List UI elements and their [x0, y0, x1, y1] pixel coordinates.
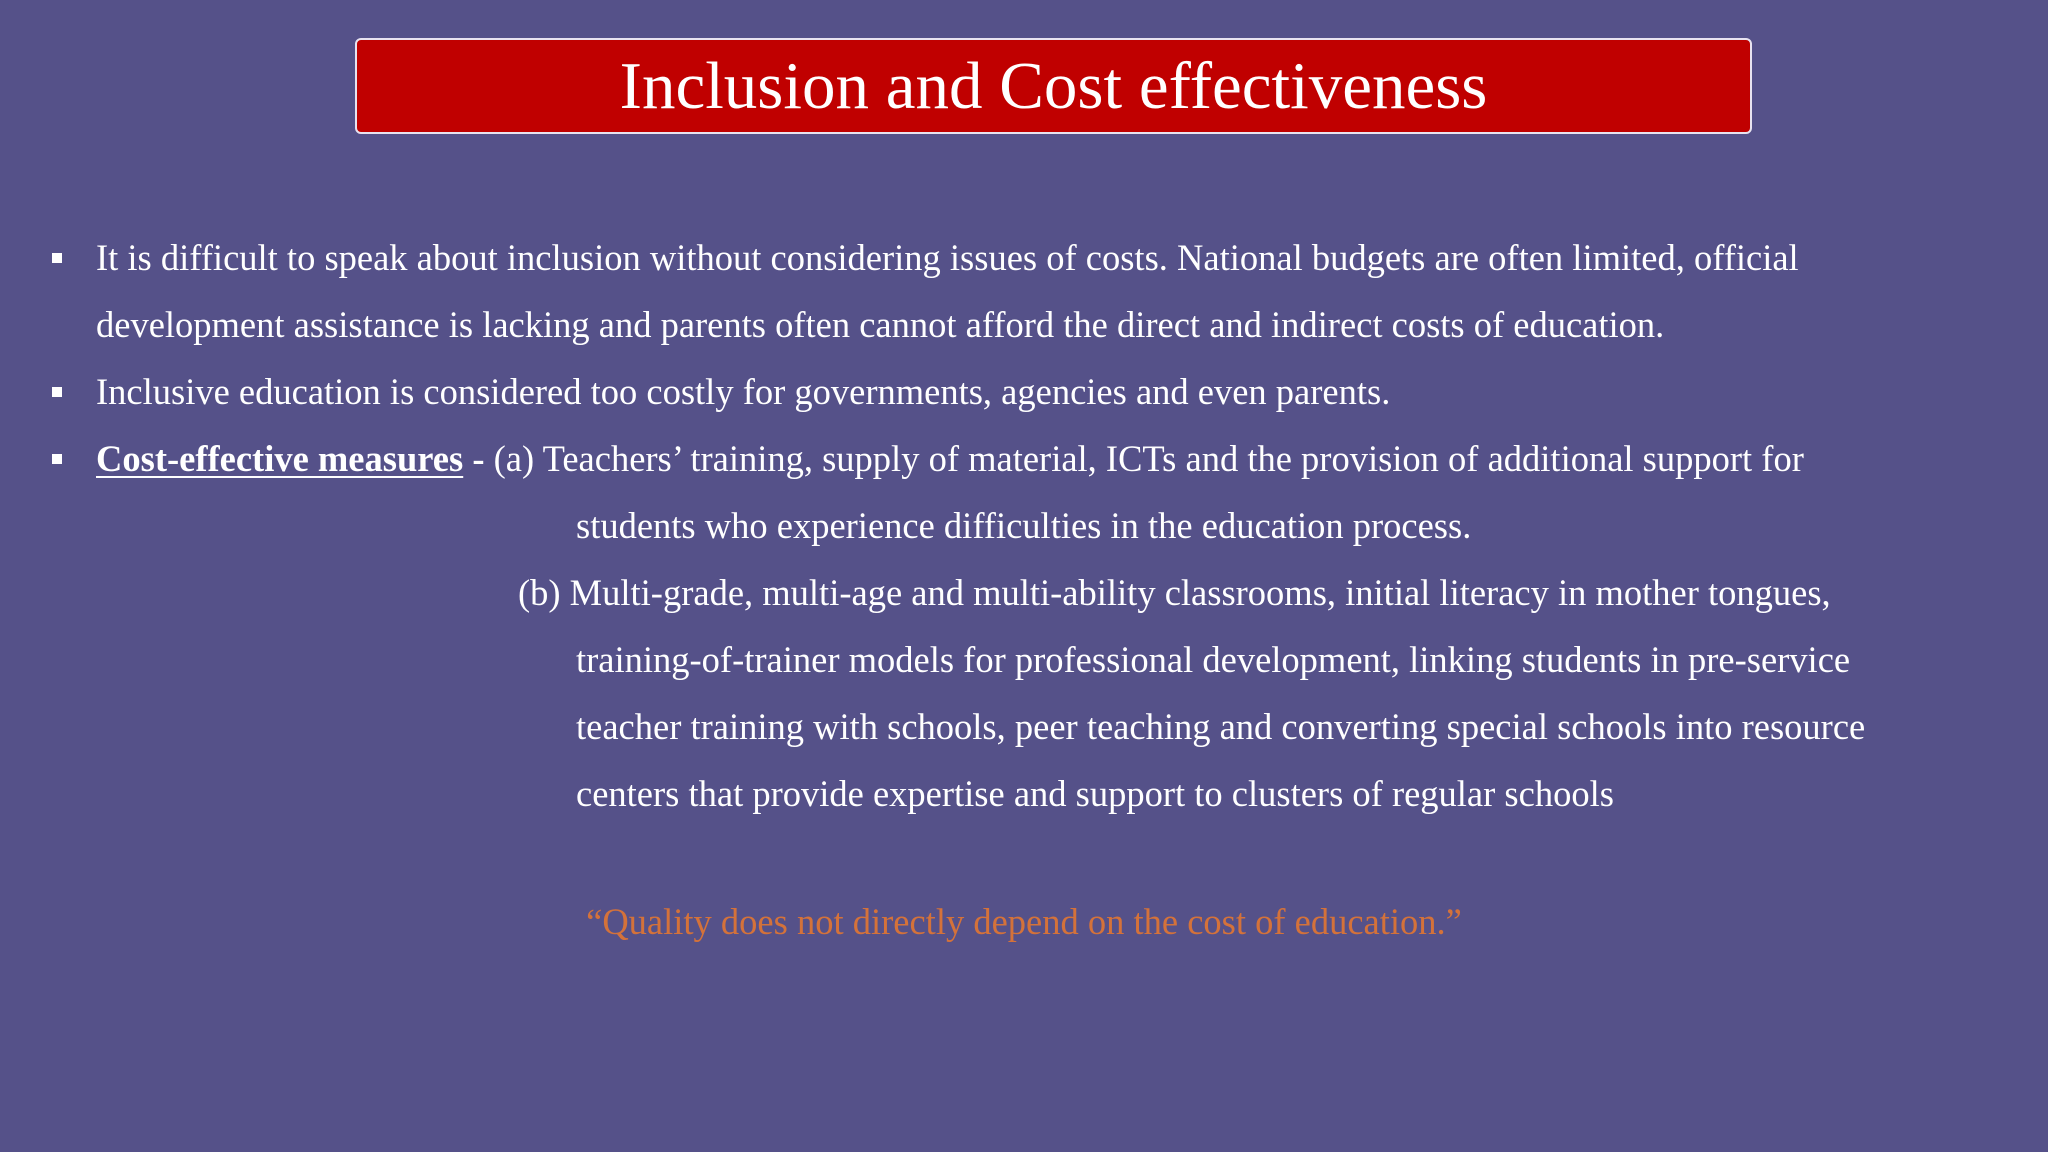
square-bullet-icon	[52, 253, 62, 263]
measures-separator: -	[463, 438, 494, 479]
measure-a-text: (a) Teachers’ training, supply of material, ICTs and the provision of additional support for	[493, 438, 1804, 479]
bullet-text-line: development assistance is lacking and parents often cannot afford the direct and indirect costs of education.	[96, 304, 1665, 345]
measure-b-continuation: centers that provide expertise and support to clusters of regular schools	[576, 773, 1614, 814]
slide-title: Inclusion and Cost effectiveness	[619, 48, 1488, 123]
square-bullet-icon	[52, 454, 62, 464]
measures-first-line	[96, 425, 1804, 492]
measure-b-continuation: teacher training with schools, peer teaching and converting special schools into resource	[576, 706, 1866, 747]
measure-b-continuation: training-of-trainer models for professional development, linking students in pre-service	[576, 639, 1851, 680]
bullet-text-line: Inclusive education is considered too costly for governments, agencies and even parents.	[96, 371, 1391, 412]
measures-heading: Cost-effective measures	[96, 438, 464, 479]
measure-a-continuation: students who experience difficulties in the education process.	[576, 505, 1472, 546]
quote-text: “Quality does not directly depend on the cost of education.”	[586, 901, 1462, 942]
square-bullet-icon	[52, 387, 62, 397]
bullet-text-line: It is difficult to speak about inclusion without considering issues of costs. National budgets are often limited, official	[96, 237, 1799, 278]
title-banner	[355, 38, 1752, 134]
measure-b-text: (b) Multi-grade, multi-age and multi-ability classrooms, initial literacy in mother tongues,	[518, 572, 1831, 613]
